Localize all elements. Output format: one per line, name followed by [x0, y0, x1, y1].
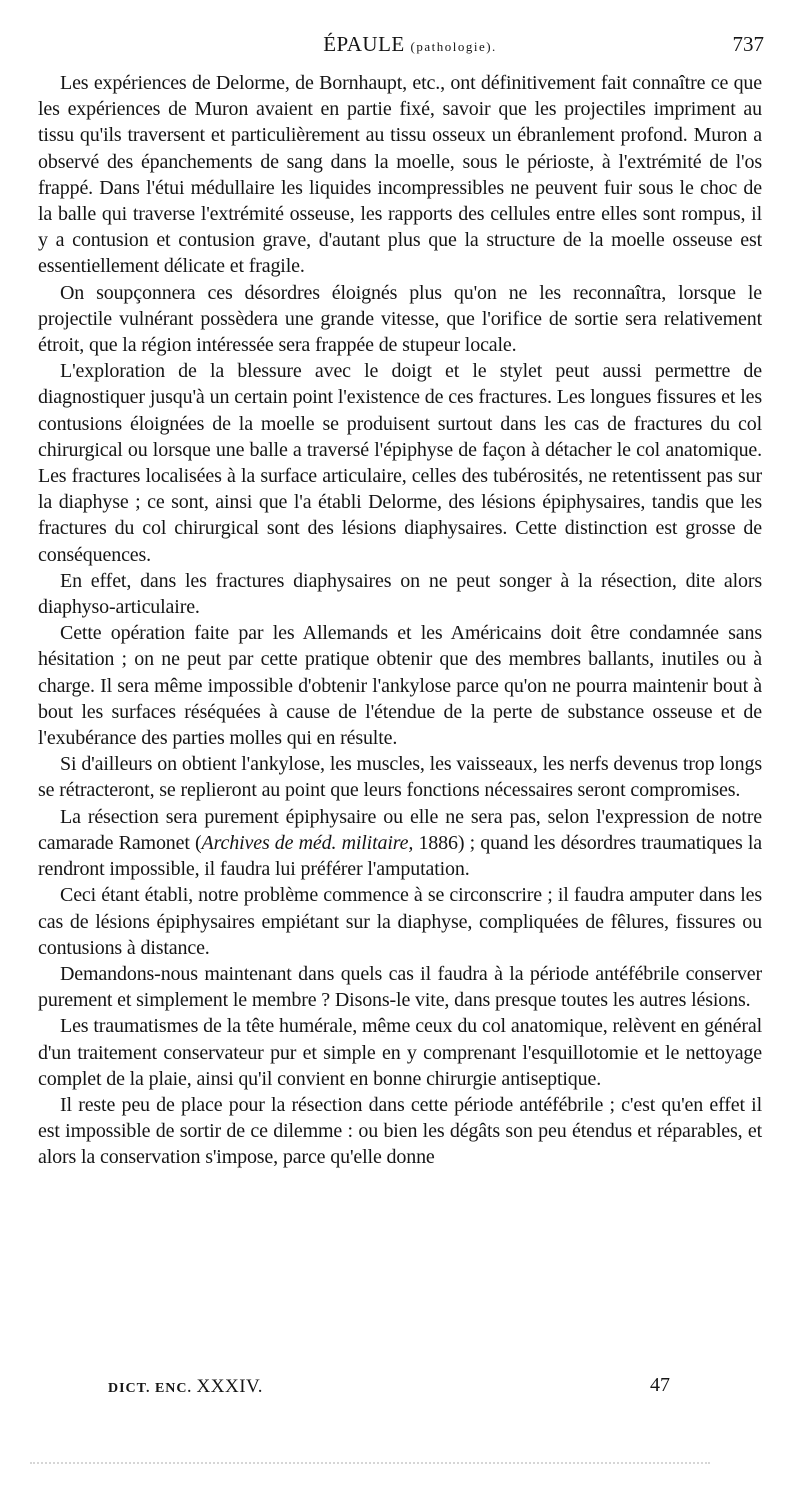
paragraph-1: Les expériences de Delorme, de Bornhaupt, etc., ont définitivement fait connaître ce que les expériences de Muron avaient en partie fixé, savoir que les projectiles impriment au tissu qu'ils traversent et particulièrement au tissu osseux un ébranlement profond. Muron a observé des épanchements de sang dans la moelle, sous le périoste, à l'extrémité de l'os frappé. Dans l'étui médullaire les liquides incompressibles ne peuvent fuir sous le choc de la balle qui traverse l'extrémité osseuse, les rapports des cellules entre elles sont rompus, il y a contusion et contusion grave, d'autant plus que la structure de la moelle osseuse est essentiellement délicate et fragile. [38, 72, 762, 278]
sheet-number: 47 [650, 1374, 670, 1396]
paragraph-7 [38, 804, 762, 883]
paragraph-11: Il reste peu de place pour la résection dans cette période antéfébrile ; c'est qu'en effet il est impossible de sortir de ce dilemme : ou bien les dégâts son peu étendus et réparables, et alors la conservation s'impose, parce qu'elle donne [38, 1093, 762, 1169]
paragraph-2: On soupçonnera ces désordres éloignés plus qu'on ne les reconnaîtra, lorsque le projectile vulnérant possèdera une grande vitesse, que l'orifice de sortie sera relativement étroit, que la région intéressée sera frappée de stupeur locale. [38, 281, 762, 357]
paragraph-5: Cette opération faite par les Allemands et les Américains doit être condamnée sans hésitation ; on ne peut par cette pratique obtenir que des membres ballants, inutiles ou à charge. Il sera même impossible d'obtenir l'ankylose parce qu'on ne pourra maintenir bout à bout les surfaces réséquées à cause de l'étendue de la perte de substance osseuse et de l'exubérance des parties molles qui en résulte. [38, 622, 762, 750]
paragraph-3: L'exploration de la blessure avec le doigt et le stylet peut aussi permettre de diagnostiquer jusqu'à un certain point l'existence de ces fractures. Les longues fissures et les contusions éloignées de la moelle se produisent surtout dans les cas de fractures du col chirurgical ou lorsque une balle a traversé l'épiphyse de façon à détacher le col anatomique. Les fractures localisées à la surface articulaire, celles des tubérosités, ne retentissent pas sur la diaphyse ; ce sont, ainsi que l'a établi Delorme, des lésions épiphysaires, tandis que les fractures du col chirurgical sont des lésions diaphysaires. Cette distinction est grosse de conséquences. [38, 360, 762, 566]
bleed-through-line [30, 1462, 710, 1464]
paragraph-4: En effet, dans les fractures diaphysaires on ne peut songer à la résection, dite alors diaphyso-articulaire. [38, 569, 762, 619]
header-title: ÉPAULE [323, 32, 405, 56]
journal-title: Archives de méd. militaire, [201, 831, 414, 854]
body-text [38, 70, 762, 1171]
printer-signature [108, 1376, 263, 1398]
header-subtitle: (pathologie). [410, 39, 497, 54]
paragraph-7-before: La résection sera purement épiphysaire ou elle ne sera pas, selon l'expression de notre camarade Ramonet ( [38, 805, 762, 854]
page-number: 737 [732, 32, 764, 56]
paragraph-10: Les traumatismes de la tête humérale, même ceux du col anatomique, relèvent en général d'un traitement conservateur pur et simple en y comprenant l'esquillotomie et le nettoyage complet de la plaie, ainsi qu'il convient en bonne chirurgie antiseptique. [38, 1015, 762, 1090]
signature-volume: XXXIV. [196, 1376, 264, 1397]
signature-prefix: DICT. ENC. [108, 1381, 193, 1396]
paragraph-7-after: 1886) ; quand les désordres traumatiques la rendront impossible, il faudra lui préférer l'amputation. [38, 831, 762, 881]
running-title [56, 32, 764, 57]
page-footer [108, 1376, 708, 1402]
paragraph-6: Si d'ailleurs on obtient l'ankylose, les muscles, les vaisseaux, les nerfs devenus trop longs se rétracteront, se replieront au point que leurs fonctions nécessaires seront compromises. [38, 753, 762, 802]
paragraph-8: Ceci étant établi, notre problème commence à se circonscrire ; il faudra amputer dans les cas de lésions épiphysaires empiétant sur la diaphyse, compliquées de fêlures, fissures ou contusions à distance. [38, 884, 762, 959]
paragraph-9: Demandons-nous maintenant dans quels cas il faudra à la période antéfébrile conserver purement et simplement le membre ? Disons-le vite, dans presque toutes les autres lésions. [38, 962, 762, 1012]
running-head [56, 32, 764, 62]
